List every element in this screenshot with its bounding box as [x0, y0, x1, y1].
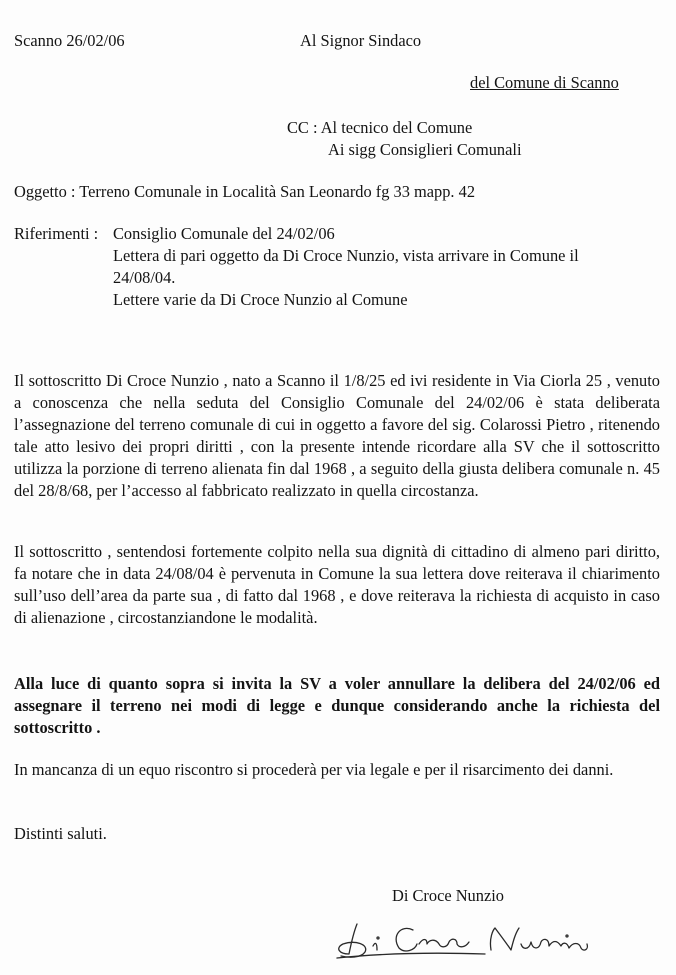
body-paragraph-4: In mancanza di un equo riscontro si procederà per via legale e per il risarcimento dei danni. — [14, 760, 614, 779]
body-paragraph-1: Il sottoscritto Di Croce Nunzio , nato a Scanno il 1/8/25 ed ivi residente in Via Ciorla 25 , venuto a conoscenza che nella seduta del Consiglio Comunale del 24/02/06 è stata deliberata l’assegnazione del terreno comunale di cui in oggetto a favore del sig. Colarossi Pietro , ritenendo tale atto lesivo dei propri diritti , con la presente intende ricordare alla SV che il sottoscritto utilizza la porzione di terreno alienata fin dal 1968 , a seguito della giusta delibera comunale n. 45 del 28/8/68, per l’accesso al fabbricato realizzato in quella circostanza. — [14, 371, 660, 500]
cc-line-1: CC : Al tecnico del Comune — [287, 118, 473, 137]
reference-item: Lettere varie da Di Croce Nunzio al Comune — [113, 290, 408, 309]
letter-date: Scanno 26/02/06 — [14, 31, 125, 50]
recipient-line: Al Signor Sindaco — [300, 31, 422, 50]
subject-line: Oggetto : Terreno Comunale in Località San Leonardo fg 33 mapp. 42 — [14, 182, 476, 201]
body-paragraph-2: Il sottoscritto , sentendosi fortemente colpito nella sua dignità di cittadino di almeno pari diritto, fa notare che in data 24/08/04 è pervenuta in Comune la sua lettera dove reiterava il chiarimento sull’uso dell’area da parte sua , di fatto dal 1968 , e dove reiterava la richiesta di acquisto in caso di alienazione , circostanziandone le modalità. — [14, 542, 660, 627]
signatory-name: Di Croce Nunzio — [392, 886, 504, 905]
reference-item: Lettera di pari oggetto da Di Croce Nunzio, vista arrivare in Comune il 24/08/04. — [113, 246, 579, 287]
references-label: Riferimenti : — [14, 224, 99, 243]
recipient-comune: del Comune di Scanno — [470, 73, 619, 92]
handwritten-signature — [335, 914, 595, 962]
cc-line-2: Ai sigg Consiglieri Comunali — [328, 140, 522, 159]
references-list — [113, 223, 643, 311]
body-paragraph-3-bold: Alla luce di quanto sopra si invita la SV a voler annullare la delibera del 24/02/06 ed assegnare il terreno nei modi di legge e dunque considerando anche la richiesta del sottoscritto . — [14, 674, 660, 737]
reference-item: Consiglio Comunale del 24/02/06 — [113, 224, 335, 243]
closing-salutation: Distinti saluti. — [14, 824, 107, 843]
